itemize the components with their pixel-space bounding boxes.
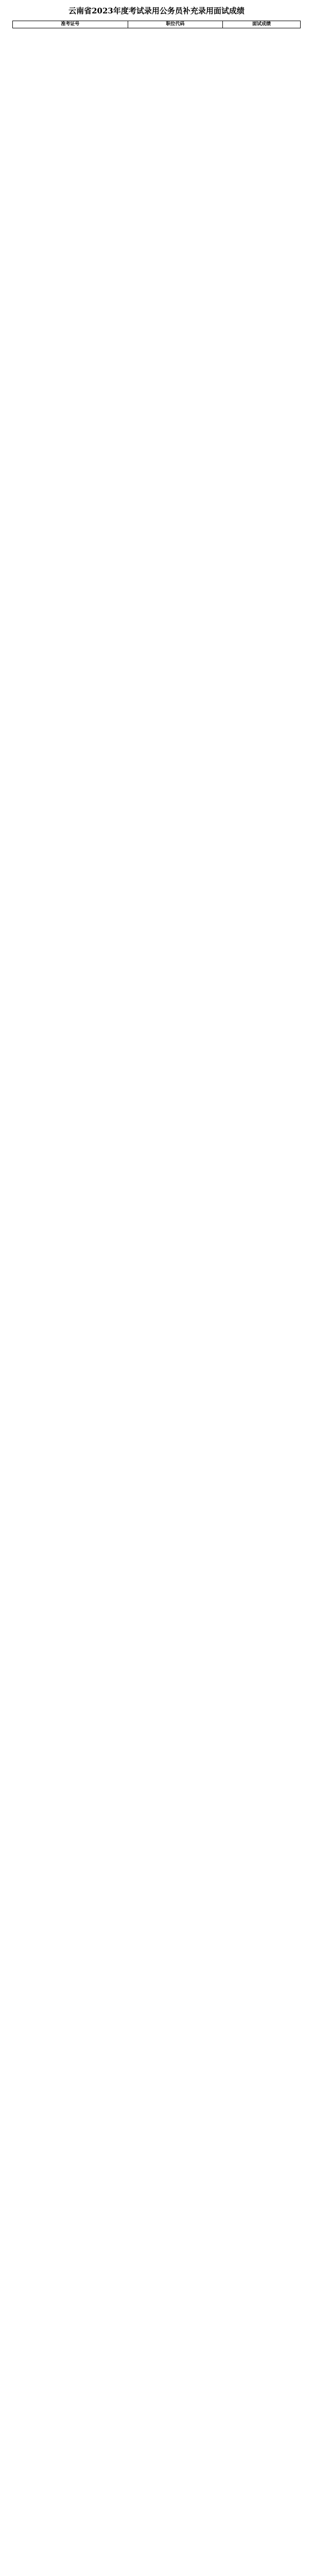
header-interview-score: 面试成绩: [223, 21, 301, 28]
table-header-row: [13, 21, 301, 28]
header-exam-number: 准考证号: [13, 21, 128, 28]
interview-score-table: [12, 21, 301, 28]
document-title: 云南省2023年度考试录用公务员补充录用面试成绩: [68, 6, 245, 15]
document-sheet: [12, 0, 301, 28]
header-position-code: 职位代码: [128, 21, 222, 28]
